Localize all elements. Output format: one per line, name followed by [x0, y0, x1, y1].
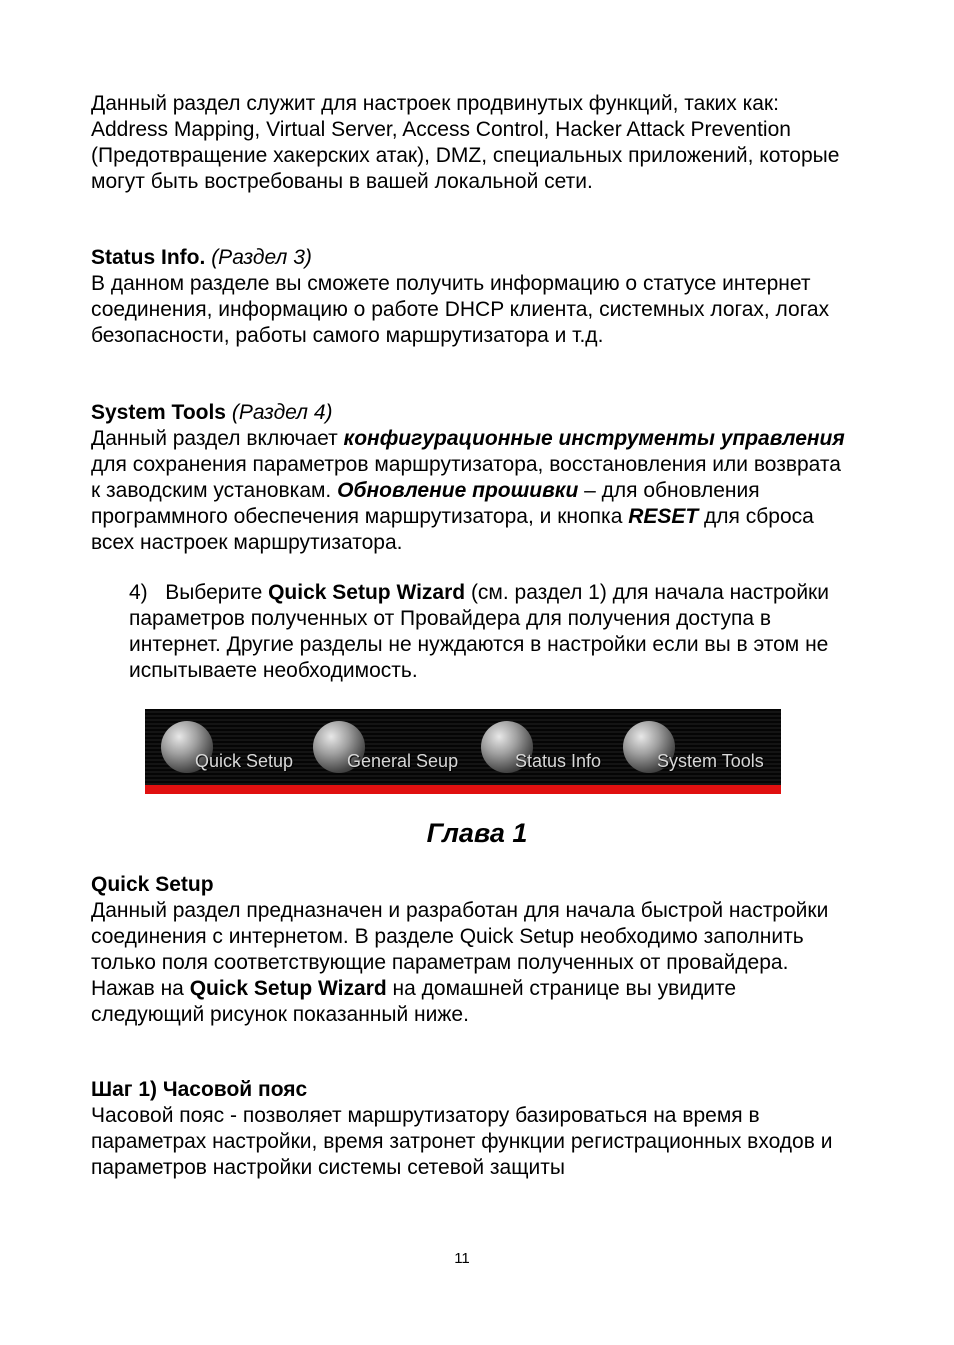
menu-label-system-tools: System Tools — [657, 751, 764, 771]
intro-text: Данный раздел служит для настроек продвинутых функций, таких как: Address Mapping, Virtual Server, Access Control, Hacker Attack Prevention (Предотвращение хакерских атак), DMZ, специальных приложений, которые могут быть востребованы в вашей локальной сети. — [91, 92, 840, 193]
menu-label-status-info: Status Info — [515, 751, 602, 771]
quick-setup-heading: Quick Setup — [91, 873, 214, 896]
banner-background — [145, 709, 781, 785]
system-tools-emphasis-1: конфигурационные инструменты управления — [343, 427, 845, 450]
system-tools-heading: System Tools — [91, 401, 226, 424]
status-info-text: В данном разделе вы сможете получить информацию о статусе интернет соединения, информацию о работе DHCP клиента, системных логах, логах безопасности, работы самого маршрутизатора и т.д. — [91, 272, 830, 347]
step-4-item — [129, 580, 829, 684]
status-info-section — [91, 245, 851, 349]
system-tools-text-3: – для обновления программного обеспечения маршрутизатора, и кнопка — [91, 479, 760, 528]
status-info-section-ref: (Раздел 3) — [211, 246, 312, 269]
system-tools-emphasis-3: RESET — [628, 505, 699, 528]
step-1-heading: Шаг 1) Часовой пояс — [91, 1078, 308, 1101]
menu-label-general-setup: General Seup — [347, 751, 459, 771]
step-1-text: Часовой пояс - позволяет маршрутизатору базироваться на время в параметрах настройки, время затронет функции регистрационных входов и параметров настройки системы сетевой защиты — [91, 1104, 833, 1179]
system-tools-section-ref: (Раздел 4) — [231, 401, 333, 424]
menu-label-quick-setup: Quick Setup — [195, 751, 294, 771]
step-4-text-2: (см. раздел 1) для начала настройки параметров полученных от Провайдера для получения доступа в интернет. Другие разделы не нуждаются в настройки если вы в этом не испытываете необходимость. — [129, 581, 829, 682]
system-tools-emphasis-2: Обновление прошивки — [337, 479, 579, 502]
step-4-text-1: Выберите — [165, 581, 269, 604]
step-4-number: 4) — [129, 581, 148, 604]
step-1-section — [91, 1077, 851, 1181]
quick-setup-section — [91, 872, 851, 1028]
system-tools-text-4: для сброса всех настроек маршрутизатора. — [91, 505, 814, 554]
router-menu-banner — [145, 709, 781, 794]
system-tools-section — [91, 400, 851, 556]
quick-setup-text-2: на домашней странице вы увидите следующий рисунок показанный ниже. — [91, 977, 737, 1026]
intro-paragraph — [91, 91, 851, 195]
status-info-heading: Status Info. — [91, 246, 206, 269]
page-number: 11 — [454, 1250, 470, 1267]
banner-red-bar — [145, 785, 781, 794]
system-tools-text-1: Данный раздел включает — [91, 427, 344, 450]
chapter-title: Глава 1 — [426, 818, 528, 848]
quick-setup-emphasis: Quick Setup Wizard — [189, 977, 387, 1000]
quick-setup-text-1: Данный раздел предназначен и разработан для начала быстрой настройки соединения с интернетом. В разделе Quick Setup необходимо заполнить только поля соответствующие параметрам полученных от провайдера. Нажав на — [91, 899, 829, 1000]
system-tools-text-2: для сохранения параметров маршрутизатора, восстановления или возврата к заводским установкам. — [91, 453, 841, 502]
step-4-emphasis: Quick Setup Wizard — [268, 581, 466, 604]
